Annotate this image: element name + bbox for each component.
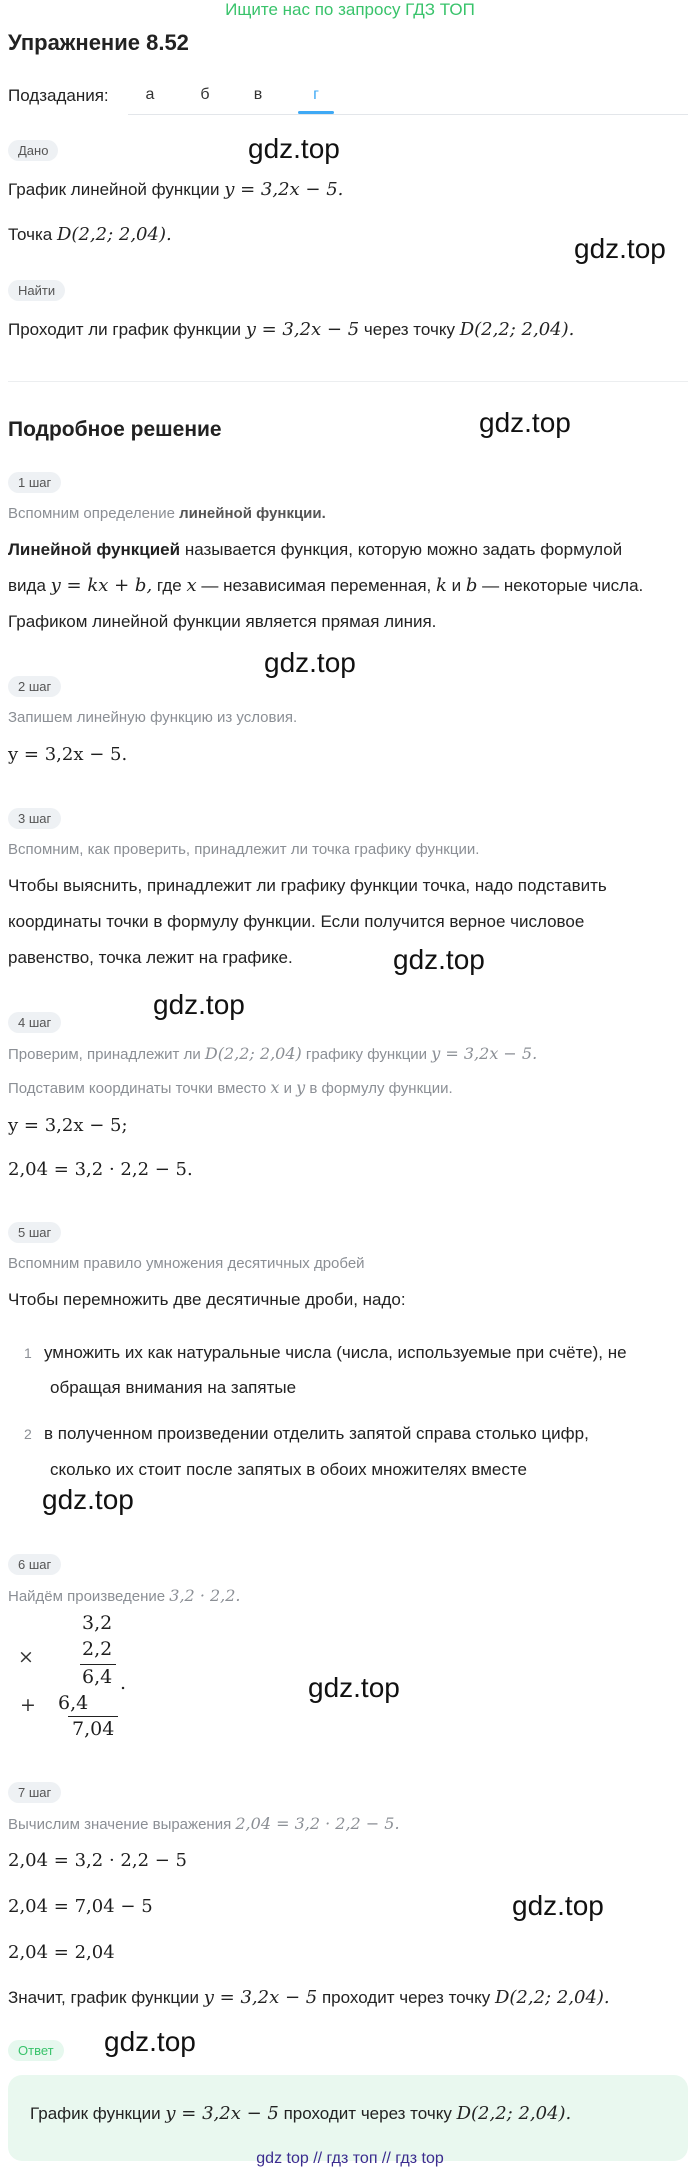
given-line-1: График линейной функции y = 3,2x − 5. — [8, 179, 344, 200]
find-line: Проходит ли график функции y = 3,2x − 5 через точку D(2,2; 2,04). — [8, 319, 575, 340]
trailing-dot: . — [120, 1672, 127, 1694]
footer-links[interactable]: gdz top // гдз топ // гдз top — [256, 2150, 444, 2167]
step-1-hint: Вспомним определение линейной функции. — [8, 505, 326, 522]
product: 7,04 — [72, 1718, 115, 1740]
step-5-intro: Чтобы перемножить две десятичные дроби, надо: — [8, 1290, 406, 1309]
step-7-hint: Вычислим значение выражения 2,04 = 3,2 · 2,2 − 5. — [8, 1814, 400, 1833]
step-3-line-2: координаты точки в формулу функции. Если получится верное числовое — [8, 912, 585, 931]
step-3-line-3: равенство, точка лежит на графике. — [8, 948, 293, 967]
list-item-number: 2 — [24, 1426, 32, 1442]
answer-badge: Ответ — [8, 2040, 64, 2061]
watermark: gdz.top — [248, 133, 340, 164]
search-hint-banner: Ищите нас по запросу ГДЗ ТОП — [225, 0, 475, 19]
plus-sign: + — [20, 1694, 36, 1716]
step-3-line-1: Чтобы выяснить, принадлежит ли графику функции точка, надо подставить — [8, 876, 607, 895]
tab-a[interactable]: а — [145, 86, 155, 103]
watermark: gdz.top — [574, 233, 666, 264]
column-multiplication — [8, 1612, 148, 1742]
answer-text: График функции y = 3,2x − 5 проходит через точку D(2,2; 2,04). — [30, 2103, 572, 2124]
step-3-hint: Вспомним, как проверить, принадлежит ли точка графику функции. — [8, 841, 480, 858]
watermark: gdz.top — [393, 944, 485, 975]
section-divider — [8, 381, 688, 382]
step-2-badge: 2 шаг — [8, 676, 61, 697]
step-4-badge: 4 шаг — [8, 1012, 61, 1033]
tab-g[interactable]: г — [313, 86, 319, 103]
times-sign: × — [18, 1646, 34, 1668]
step-4-hint-2: Подставим координаты точки вместо x и y в формулу функции. — [8, 1078, 453, 1097]
step-1-line-2: вида y = kx + b, где x — независимая переменная, k и b — некоторые числа. — [8, 575, 644, 596]
tab-v[interactable]: в — [253, 86, 263, 103]
step-2-formula: y = 3,2x − 5. — [8, 744, 128, 765]
watermark: gdz.top — [479, 407, 571, 438]
tab-b[interactable]: б — [200, 86, 210, 103]
list-item-1-line-2: обращая внимания на запятые — [50, 1378, 297, 1397]
partial-product-1: 6,4 — [82, 1666, 113, 1688]
watermark: gdz.top — [512, 1890, 604, 1921]
step-1-line-1: Линейной функцией называется функция, которую можно задать формулой — [8, 540, 623, 559]
step-4-formula-2: 2,04 = 3,2 · 2,2 − 5. — [8, 1159, 193, 1180]
step-1-badge: 1 шаг — [8, 472, 61, 493]
step-1-line-3: Графиком линейной функции является прямая линия. — [8, 612, 437, 631]
partial-product-2: 6,4 — [58, 1692, 89, 1714]
watermark: gdz.top — [264, 647, 356, 678]
list-item-2-line-2: сколько их стоит после запятых в обоих множителях вместе — [50, 1460, 527, 1479]
watermark: gdz.top — [42, 1484, 134, 1515]
rule-line — [68, 1716, 118, 1717]
step-7-formula-3: 2,04 = 2,04 — [8, 1942, 115, 1963]
step-3-badge: 3 шаг — [8, 808, 61, 829]
step-2-hint: Запишем линейную функцию из условия. — [8, 709, 298, 726]
multiplier: 2,2 — [82, 1638, 113, 1660]
watermark: gdz.top — [153, 989, 245, 1020]
given-badge: Дано — [8, 140, 58, 161]
step-7-formula-2: 2,04 = 7,04 − 5 — [8, 1896, 153, 1917]
step-7-conclusion: Значит, график функции y = 3,2x − 5 проходит через точку D(2,2; 2,04). — [8, 1987, 610, 2008]
subtasks-label: Подзадания: — [8, 86, 109, 105]
step-7-formula-1: 2,04 = 3,2 · 2,2 − 5 — [8, 1850, 187, 1871]
rule-line — [80, 1664, 116, 1665]
watermark: gdz.top — [308, 1672, 400, 1703]
step-6-badge: 6 шаг — [8, 1554, 61, 1575]
list-item-number: 1 — [24, 1345, 32, 1361]
list-item-2-line-1: в полученном произведении отделить запятой справа столько цифр, — [44, 1424, 589, 1443]
step-7-badge: 7 шаг — [8, 1782, 61, 1803]
step-5-hint: Вспомним правило умножения десятичных дробей — [8, 1255, 365, 1272]
active-tab-indicator — [298, 111, 334, 114]
step-4-hint-1: Проверим, принадлежит ли D(2,2; 2,04) графику функции y = 3,2x − 5. — [8, 1044, 538, 1063]
step-5-badge: 5 шаг — [8, 1222, 61, 1243]
subtask-tabs — [128, 80, 688, 115]
solution-title: Подробное решение — [8, 418, 222, 441]
find-badge: Найти — [8, 280, 65, 301]
list-item-1-line-1: умножить их как натуральные числа (числа, используемые при счёте), не — [44, 1343, 627, 1362]
watermark: gdz.top — [104, 2026, 196, 2057]
step-6-hint: Найдём произведение 3,2 · 2,2. — [8, 1586, 241, 1605]
step-4-formula-1: y = 3,2x − 5; — [8, 1115, 128, 1136]
multiplicand: 3,2 — [82, 1612, 113, 1634]
given-line-2: Точка D(2,2; 2,04). — [8, 224, 172, 245]
page-title: Упражнение 8.52 — [8, 30, 189, 55]
